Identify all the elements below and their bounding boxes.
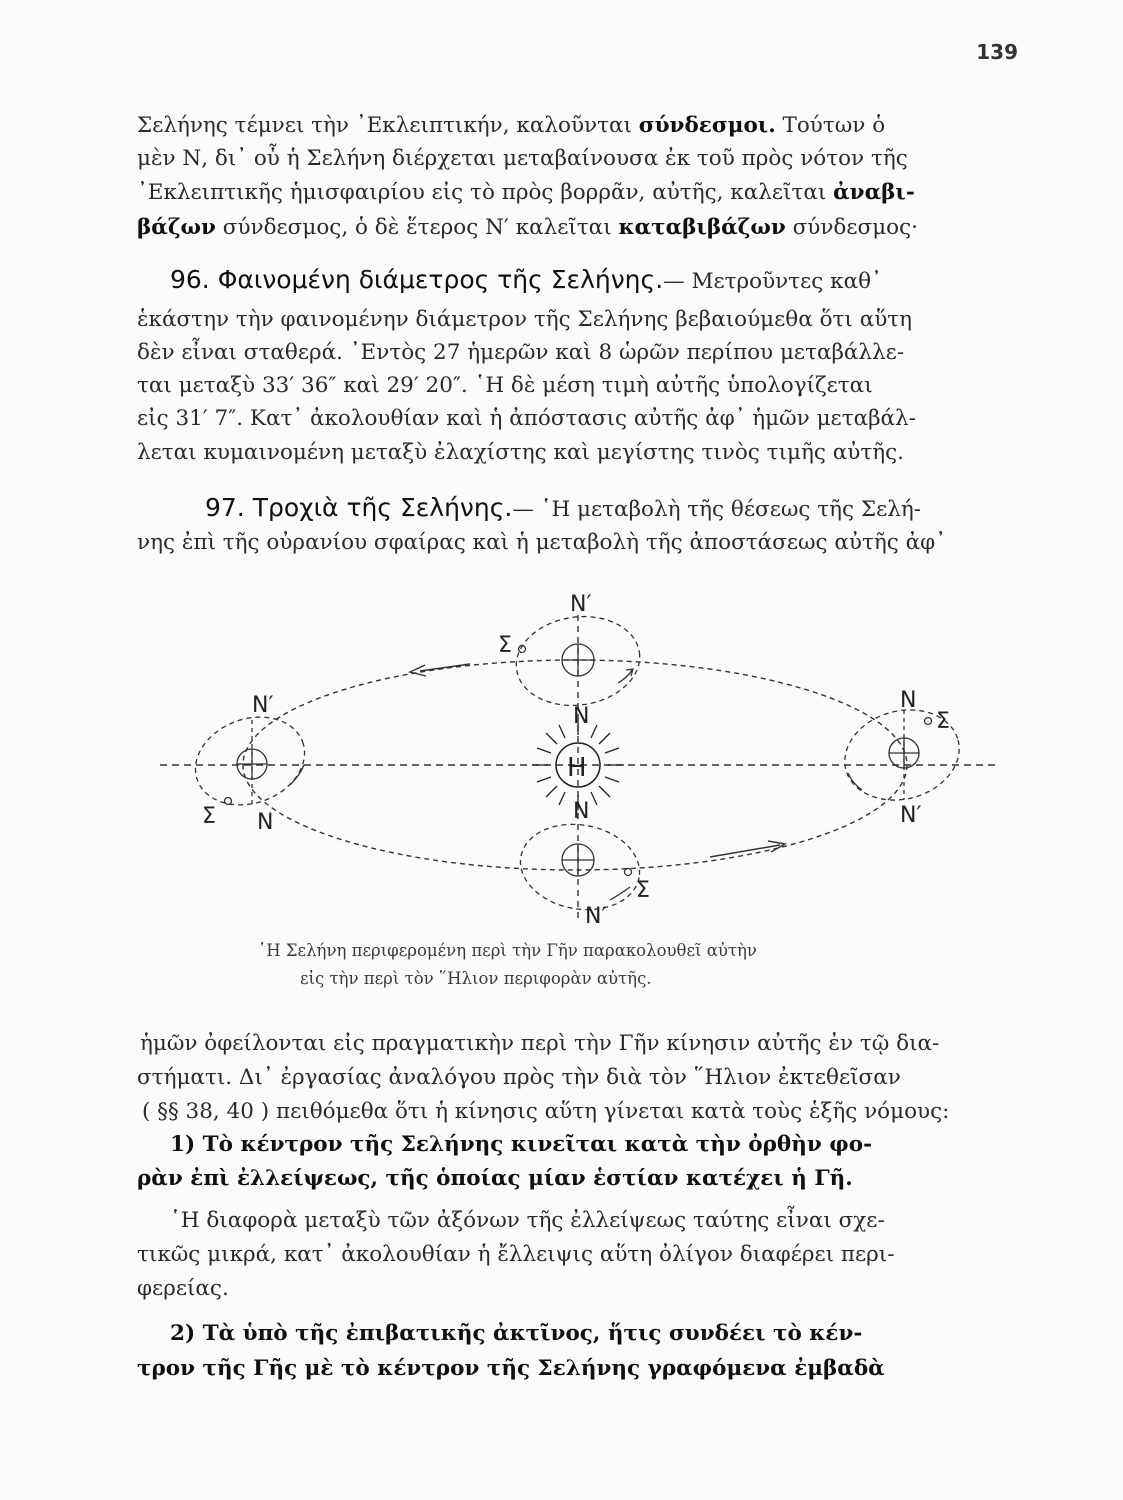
text-line: ῾Η διαφορὰ μεταξὺ τῶν ἀξόνων τῆς ἐλλείψεως ταύτης εἶναι σχε- xyxy=(170,1208,885,1233)
section-96-first-line xyxy=(170,265,1040,297)
law-1-line-2: ρὰν ἐπὶ ἐλλείψεως, τῆς ὁποίας μίαν ἑστίαν κατέχει ἡ Γῆ. xyxy=(137,1166,853,1191)
text-line: λεται κυμαινομένη μεταξὺ ἐλαχίστης καὶ μεγίστης τινὸς τιμῆς αὐτῆς. xyxy=(137,440,904,465)
text-line: δὲν εἶναι σταθερά. ᾿Εντὸς 27 ἡμερῶν καὶ 8 ὡρῶν περίπου μεταβάλλε- xyxy=(137,340,905,365)
section-96-heading: 96. Φαινομένη διάμετρος τῆς Σελήνης. xyxy=(170,265,664,294)
section-97-first-line xyxy=(205,493,1075,525)
center-n-lower-label: N xyxy=(573,799,590,824)
page-number: 139 xyxy=(976,40,1018,64)
top-sigma-label: Σ xyxy=(498,633,512,658)
text-line: νης ἐπὶ τῆς οὐρανίου σφαίρας καὶ ἡ μεταβολὴ τῆς ἀποστάσεως αὐτῆς ἀφ᾿ xyxy=(137,530,946,555)
center-n-upper-label: N xyxy=(573,704,590,729)
text-line xyxy=(137,213,1007,243)
text-run: — Μετροῦντες καθ᾿ xyxy=(663,269,882,294)
text-line xyxy=(137,111,1007,141)
bottom-n-prime-label: N′ xyxy=(585,904,607,929)
law-2-line-1: 2) Τὰ ὑπὸ τῆς ἐπιβατικῆς ἀκτῖνος, ἥτις συνδέει τὸ κέν- xyxy=(170,1321,863,1346)
text-run: Σελήνης τέμνει τὴν ᾿Εκλειπτικήν, καλοῦνται xyxy=(137,113,639,138)
law-2-line-2: τρον τῆς Γῆς μὲ τὸ κέντρον τῆς Σελήνης γραφόμενα ἐμβαδὰ xyxy=(137,1356,885,1381)
text-line: ται μεταξὺ 33′ 36″ καὶ 29′ 20″. ῾Η δὲ μέση τιμὴ αὐτῆς ὑπολογίζεται xyxy=(137,373,873,398)
text-run: σύνδεσμος, ὁ δὲ ἕτερος Ν′ καλεῖται xyxy=(215,215,619,240)
section-97-heading: 97. Τροχιὰ τῆς Σελήνης. xyxy=(205,493,513,522)
figure-caption-line-1: ῾Η Σελήνη περιφερομένη περὶ τὴν Γῆν παρακολουθεῖ αὐτὴν xyxy=(258,941,757,960)
text-line: ( §§ 38, 40 ) πειθόμεθα ὅτι ἡ κίνησις αὕτη γίνεται κατὰ τοὺς ἑξῆς νόμους: xyxy=(142,1099,950,1124)
left-n-label: N xyxy=(257,810,274,835)
text-line: ἡμῶν ὀφείλονται εἰς πραγματικὴν περὶ τὴν Γῆν κίνησιν αὐτῆς ἐν τῷ δια- xyxy=(140,1031,940,1056)
right-sigma-label: Σ xyxy=(936,709,950,734)
moon-orbit-diagram xyxy=(140,575,1010,940)
bold-term: καταβιβάζων xyxy=(618,215,786,240)
text-line xyxy=(137,178,1007,208)
text-line: ἑκάστην τὴν φαινομένην διάμετρον τῆς Σελήνης βεβαιούμεθα ὅτι αὕτη xyxy=(137,307,913,332)
text-line: εἰς 31′ 7″. Κατ᾿ ἀκολουθίαν καὶ ἡ ἀπόστασις αὐτῆς ἀφ᾿ ἡμῶν μεταβάλ- xyxy=(137,406,916,431)
top-n-prime-label: N′ xyxy=(570,592,592,617)
left-sigma-label: Σ xyxy=(202,804,216,829)
law-1-line-1: 1) Τὸ κέντρον τῆς Σελήνης κινεῖται κατὰ τὴν ὀρθὴν φο- xyxy=(170,1132,873,1157)
text-line: στήματι. Δι᾿ ἐργασίας ἀναλόγου πρὸς τὴν διὰ τὸν ῞Ηλιον ἐκτεθεῖσαν xyxy=(137,1065,901,1090)
text-line: τικῶς μικρά, κατ᾿ ἀκολουθίαν ἡ ἔλλειψις αὕτη ὀλίγον διαφέρει περι- xyxy=(137,1242,895,1267)
right-n-label: N xyxy=(900,688,917,713)
left-n-prime-label: N′ xyxy=(252,693,274,718)
text-line: μὲν Ν, δι᾿ οὗ ἡ Σελήνη διέρχεται μεταβαίνουσα ἐκ τοῦ πρὸς νότον τῆς xyxy=(137,146,908,171)
right-n-prime-label: N′ xyxy=(900,803,922,828)
text-run: Τούτων ὁ xyxy=(775,113,886,138)
sun-label: H xyxy=(567,753,587,783)
figure-caption-line-2: εἰς τὴν περὶ τὸν ῞Ηλιον περιφορὰν αὐτῆς. xyxy=(300,969,652,988)
earth-left xyxy=(183,702,317,819)
text-run: σύνδεσμος· xyxy=(785,215,918,240)
bottom-sigma-label: Σ xyxy=(636,878,650,903)
text-run: ᾿Εκλειπτικῆς ἡμισφαιρίου εἰς τὸ πρὸς βορρᾶν, αὐτῆς, καλεῖται xyxy=(137,180,834,205)
bold-term: σύνδεσμοι. xyxy=(638,113,776,138)
bold-term: βάζων xyxy=(137,215,216,240)
bold-term: ἀναβι- xyxy=(833,180,915,205)
text-line: φερείας. xyxy=(137,1276,229,1301)
text-run: — ῾Η μεταβολὴ τῆς θέσεως τῆς Σελή- xyxy=(512,497,922,522)
